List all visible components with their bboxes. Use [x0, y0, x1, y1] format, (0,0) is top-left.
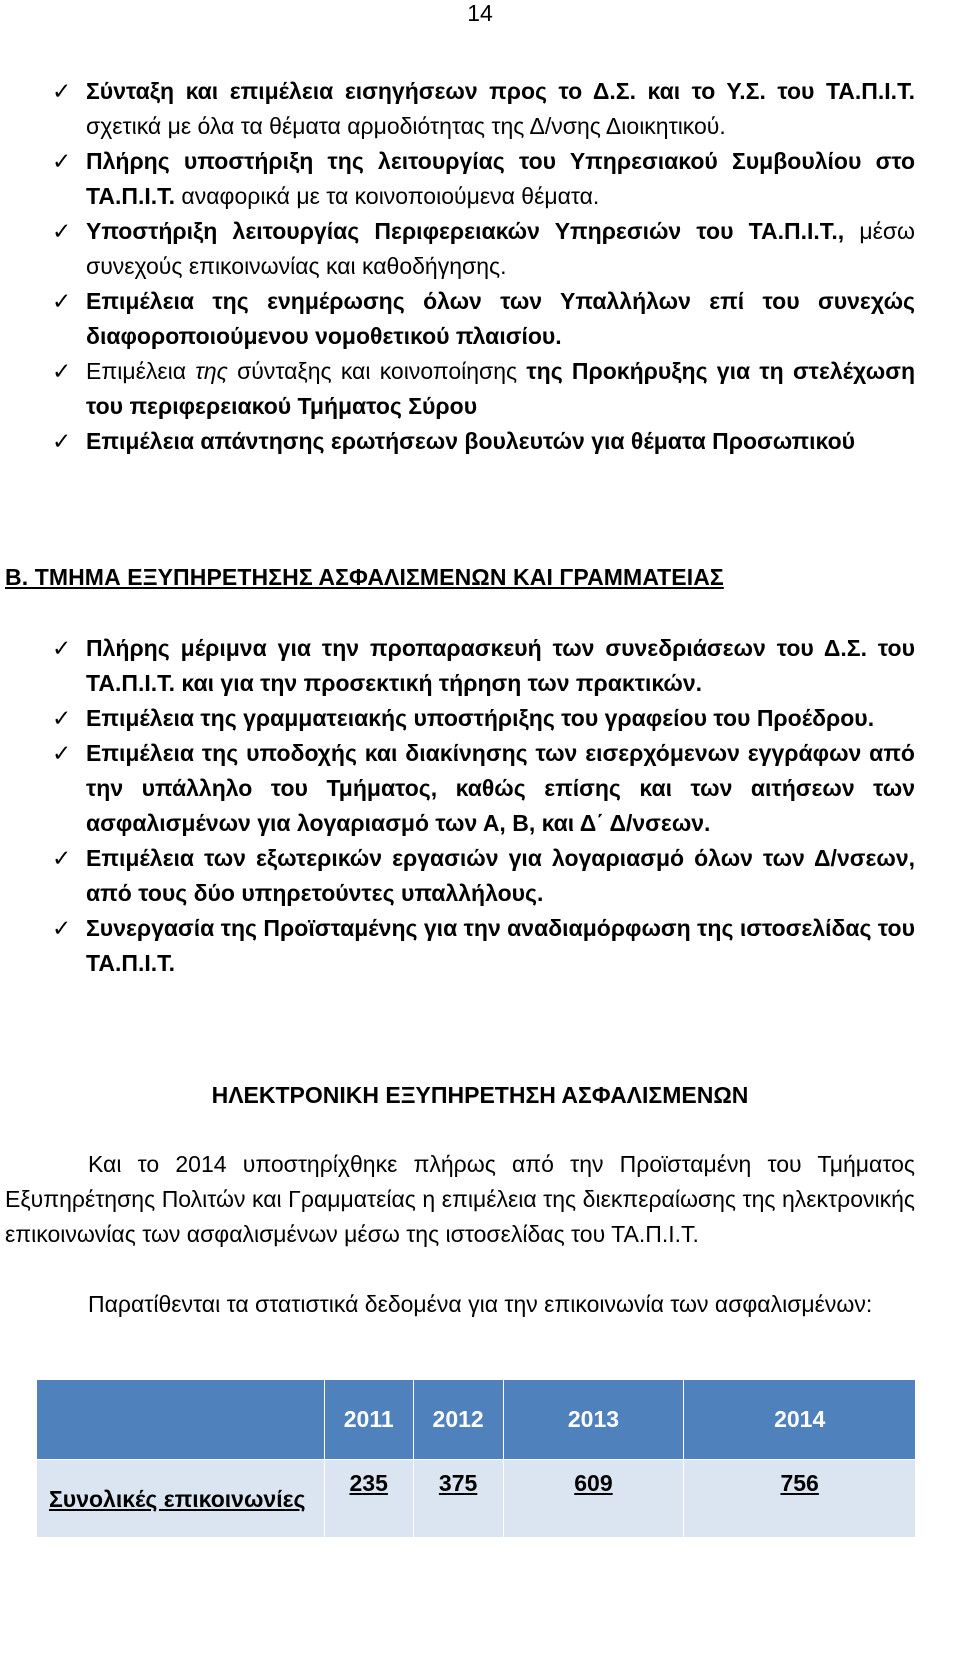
- checkmark-icon: ✓: [52, 78, 72, 104]
- table-row-label: Συνολικές επικοινωνίες: [37, 1460, 325, 1538]
- table-header-row: [37, 1380, 916, 1460]
- table-header-blank: [37, 1380, 325, 1460]
- checkmark-icon: ✓: [52, 288, 72, 314]
- list-item: [0, 631, 960, 701]
- list-item: [0, 74, 960, 144]
- checkmark-icon: ✓: [52, 148, 72, 174]
- checkmark-icon: ✓: [52, 845, 72, 871]
- checklist-a: [0, 74, 960, 459]
- list-item: [0, 284, 960, 354]
- list-item-text: Πλήρης μέριμνα για την προπαρασκευή των συνεδριάσεων του Δ.Σ. του ΤΑ.Π.Ι.Τ. και για την προσεκτική τήρηση των πρακτικών.: [86, 635, 915, 696]
- list-item-text: της Προκήρυξης για τη στελέχωση του περιφερειακού Τμήματος Σύρου: [86, 358, 916, 419]
- table-cell-value: 756: [684, 1460, 916, 1538]
- list-item-text: της: [195, 358, 228, 384]
- list-item-text: Επιμέλεια των εξωτερικών εργασιών για λογαριασμό όλων των Δ/νσεων, από τους δύο υπηρετούντες υπαλλήλους.: [86, 845, 915, 906]
- electronic-service-heading: ΗΛΕΚΤΡΟΝΙΚΗ ΕΞΥΠΗΡΕΤΗΣΗ ΑΣΦΑΛΙΣΜΕΝΩΝ: [211, 1082, 749, 1108]
- checkmark-icon: ✓: [52, 705, 72, 731]
- page-number: 14: [467, 0, 493, 26]
- list-item-text: Επιμέλεια της ενημέρωσης όλων των Υπαλλήλων επί του συνεχώς διαφοροποιούμενου νομοθετικού πλαισίου.: [86, 288, 915, 349]
- checkmark-icon: ✓: [52, 428, 72, 454]
- checkmark-icon: ✓: [52, 218, 72, 244]
- list-item-text: Επιμέλεια της γραμματειακής υποστήριξης του γραφείου του Προέδρου.: [86, 705, 875, 731]
- list-item: [0, 736, 960, 841]
- checkmark-icon: ✓: [52, 740, 72, 766]
- list-item-text: Επιμέλεια της υποδοχής και διακίνησης των εισερχόμενων εγγράφων από την υπάλληλο του Τμήματος, καθώς επίσης και των αιτήσεων των ασφαλισμένων για λογαριασμό των Α, Β, και Δ΄ Δ/νσεων.: [86, 740, 915, 836]
- table-header-year: 2013: [503, 1380, 684, 1460]
- statistics-table: [36, 1379, 916, 1538]
- list-item: [0, 841, 960, 911]
- table-cell-value: 235: [324, 1460, 413, 1538]
- list-item-text: Υποστήριξη λειτουργίας Περιφερειακών Υπηρεσιών του ΤΑ.Π.Ι.Τ.,: [86, 218, 845, 244]
- list-item: [0, 424, 960, 459]
- table-row: [37, 1460, 916, 1538]
- list-item: [0, 911, 960, 981]
- list-item-text: μέσω συνεχούς επικοινωνίας και καθοδήγησης.: [86, 218, 915, 279]
- table-cell-value: 609: [503, 1460, 684, 1538]
- list-item: [0, 144, 960, 214]
- paragraph-electronic-support: Και το 2014 υποστηρίχθηκε πλήρως από την Προϊσταμένη του Τμήματος Εξυπηρέτησης Πολιτών και Γραμματείας η επιμέλεια της διεκπεραίωσης της ηλεκτρονικής επικοινωνίας των ασφαλισμένων μέσω της ιστοσελίδας του ΤΑ.Π.Ι.Τ.: [5, 1151, 915, 1247]
- list-item: [0, 354, 960, 424]
- list-item-text: αναφορικά με τα κοινοποιούμενα θέματα.: [175, 183, 600, 209]
- list-item-text: Συνεργασία της Προϊσταμένης για την αναδιαμόρφωση της ιστοσελίδας του ΤΑ.Π.Ι.Τ.: [86, 915, 915, 976]
- checkmark-icon: ✓: [52, 915, 72, 941]
- list-item: [0, 214, 960, 284]
- list-item-text: σύνταξης και κοινοποίησης: [227, 358, 527, 384]
- section-b-title: Β. ΤΜΗΜΑ ΕΞΥΠΗΡΕΤΗΣΗΣ ΑΣΦΑΛΙΣΜΕΝΩΝ ΚΑΙ ΓΡΑΜΜΑΤΕΙΑΣ: [5, 564, 724, 590]
- list-item-text: Επιμέλεια: [86, 358, 196, 384]
- paragraph-statistics-intro: Παρατίθενται τα στατιστικά δεδομένα για την επικοινωνία των ασφαλισμένων:: [88, 1291, 873, 1317]
- table-cell-value: 375: [413, 1460, 503, 1538]
- list-item: [0, 701, 960, 736]
- list-item-text: σχετικά με όλα τα θέματα αρμοδιότητας της Δ/νσης Διοικητικού.: [86, 113, 726, 139]
- table-header-year: 2011: [324, 1380, 413, 1460]
- list-item-text: Σύνταξη και επιμέλεια εισηγήσεων προς το Δ.Σ. και το Υ.Σ. του ΤΑ.Π.Ι.Τ.: [86, 78, 915, 104]
- list-item-text: Επιμέλεια απάντησης ερωτήσεων βουλευτών για θέματα Προσωπικού: [86, 428, 856, 454]
- table-header-year: 2014: [684, 1380, 916, 1460]
- checkmark-icon: ✓: [52, 358, 72, 384]
- list-item-text: Πλήρης υποστήριξη της λειτουργίας του Υπηρεσιακού Συμβουλίου στο ΤΑ.Π.Ι.Τ.: [86, 148, 915, 209]
- checklist-b: [0, 631, 960, 981]
- checkmark-icon: ✓: [52, 635, 72, 661]
- table-header-year: 2012: [413, 1380, 503, 1460]
